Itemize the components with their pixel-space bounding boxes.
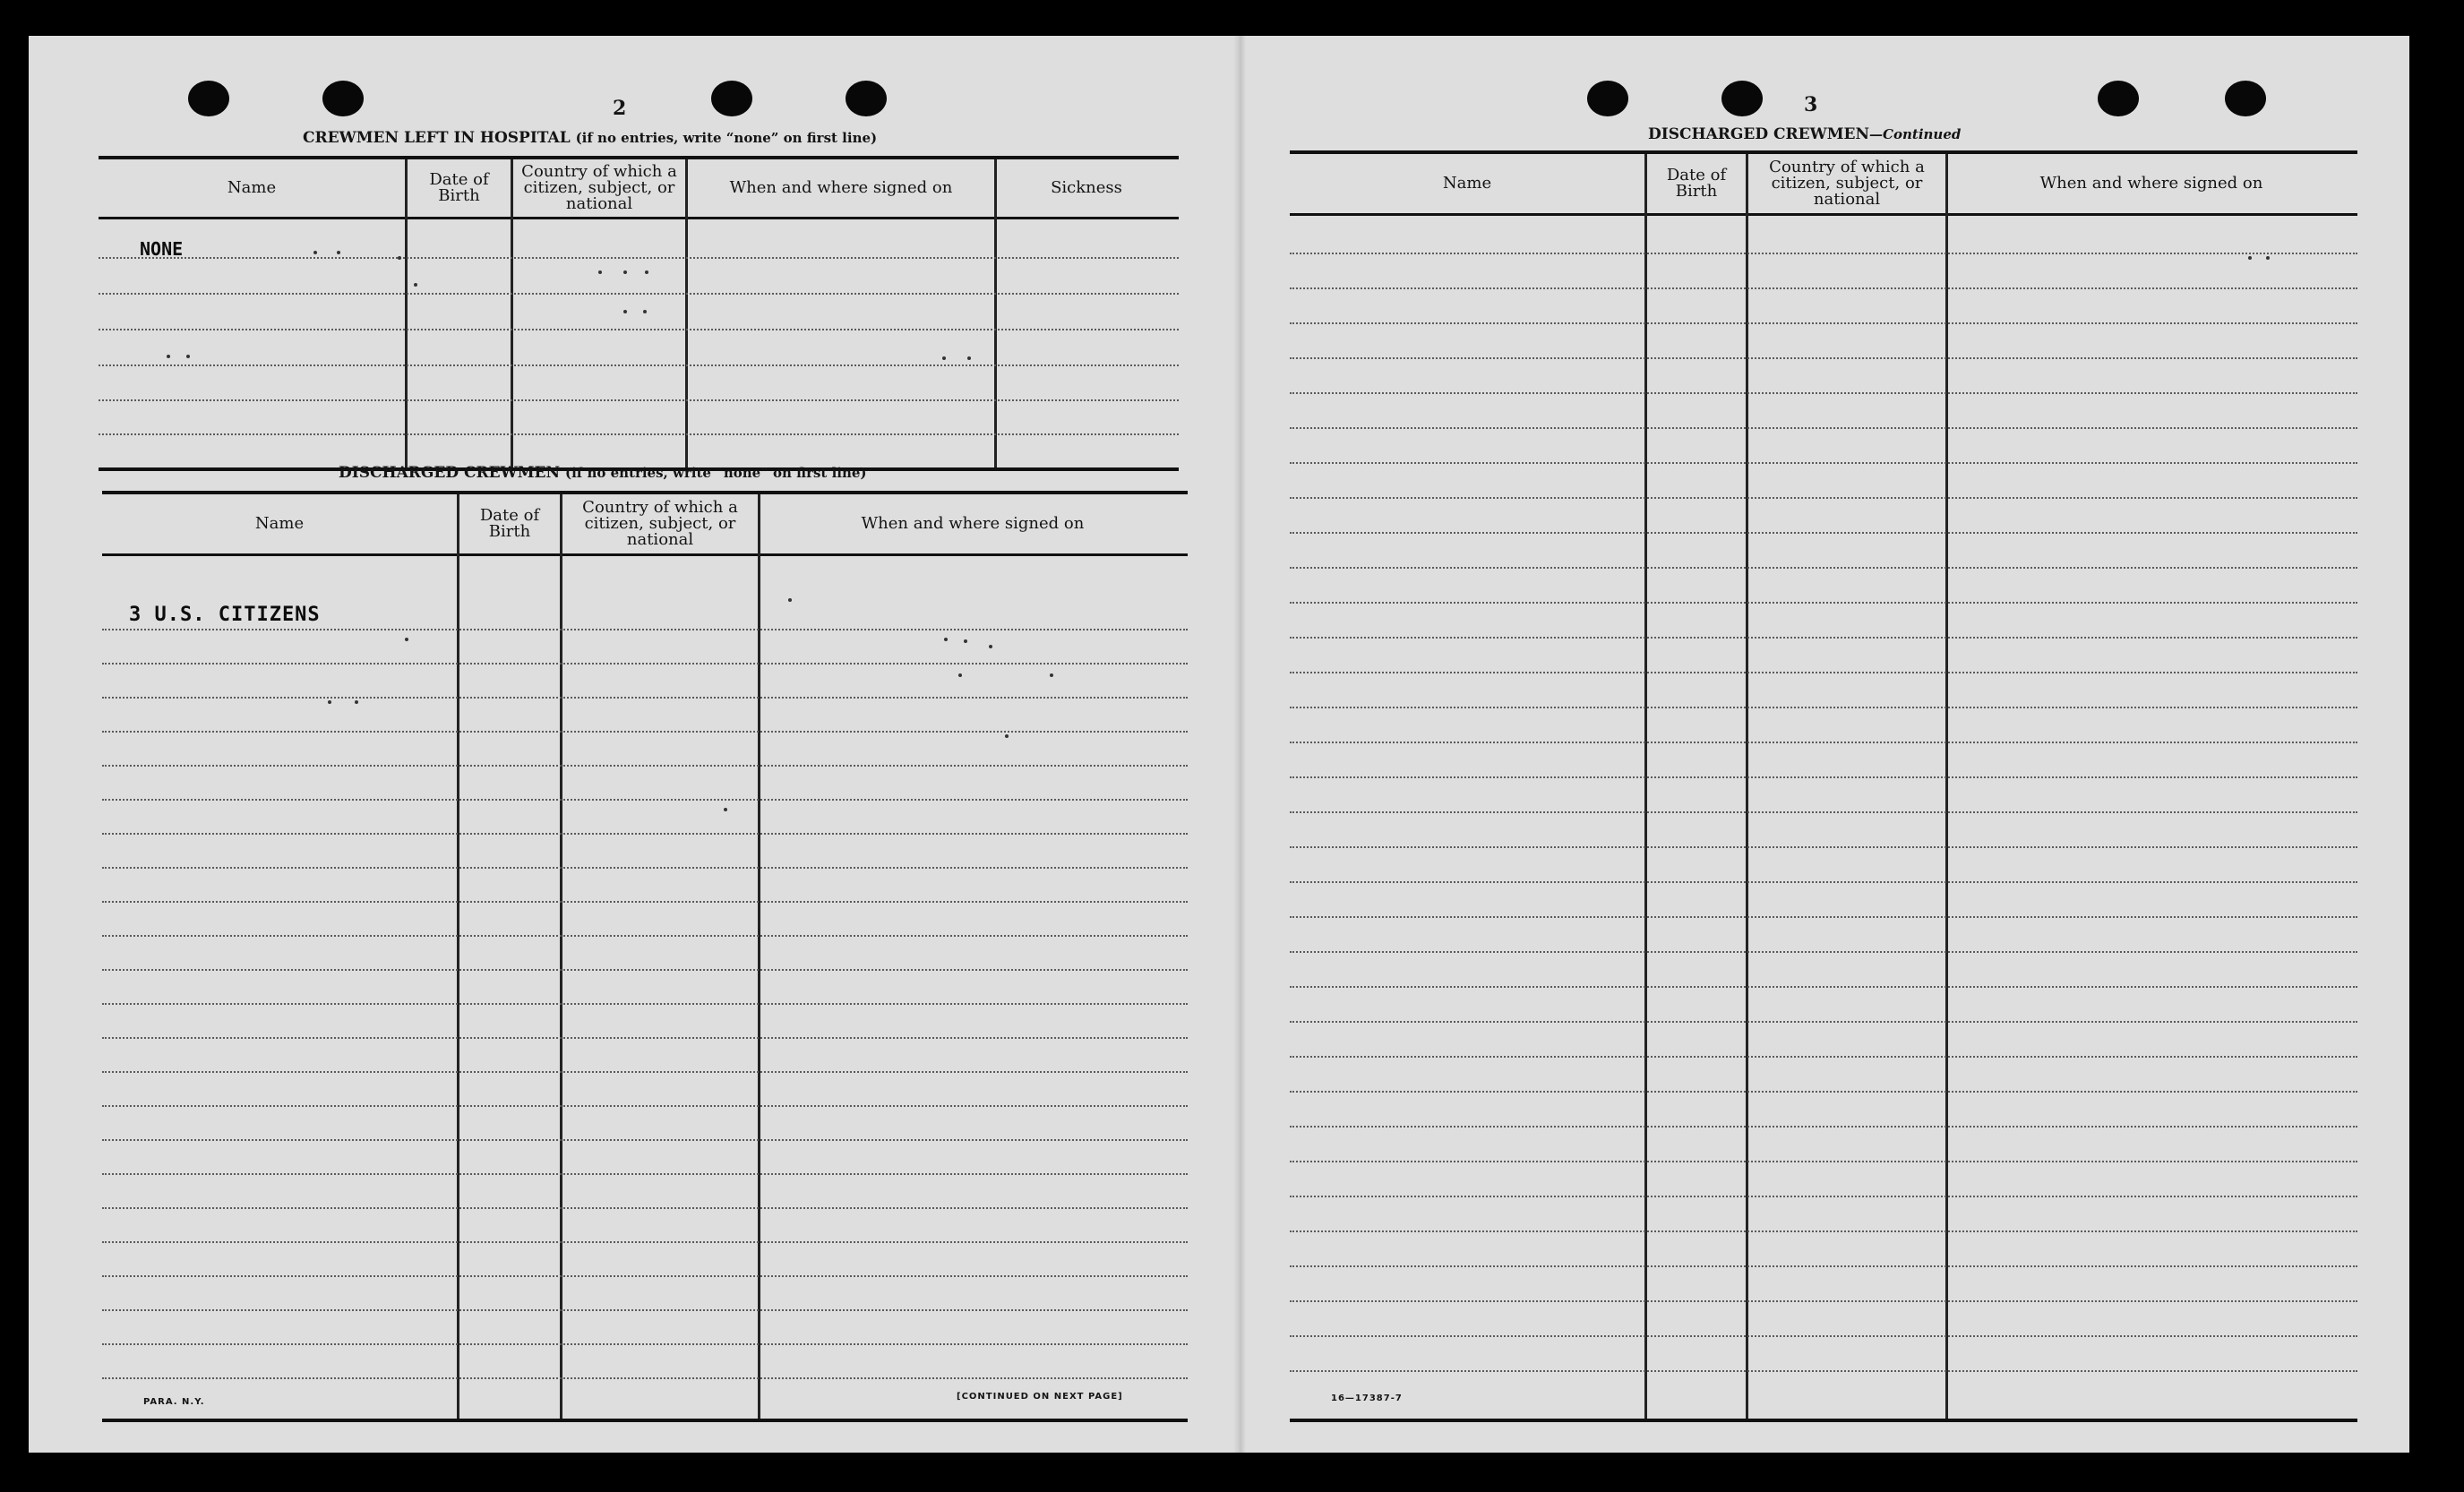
scan-speck (645, 270, 648, 274)
discharged-table (102, 491, 1188, 1422)
continued-header-name: Name (1442, 174, 1492, 193)
hospital-header-dob: Date of Birth (429, 170, 489, 205)
scan-speck (2248, 256, 2252, 260)
footer-form-number: 16—17387-7 (1331, 1393, 1403, 1403)
hospital-header-signed: When and where signed on (729, 178, 953, 197)
punch-hole (188, 81, 229, 116)
punch-hole (322, 81, 364, 116)
hospital-header-country: Country of which a citizen, subject, or national (521, 162, 677, 213)
scan-speck (967, 356, 971, 360)
scan-speck (405, 638, 408, 641)
scan-speck (1050, 673, 1053, 677)
hospital-table (99, 156, 1179, 471)
document-paper (29, 36, 2409, 1453)
continued-header-signed: When and where signed on (2039, 174, 2263, 193)
scan-speck (2266, 256, 2270, 260)
scan-speck (414, 283, 417, 287)
hospital-entry-1: NONE (140, 238, 184, 260)
discharged-section-caption (339, 464, 867, 482)
scan-speck (337, 251, 340, 254)
page-number-right: 3 (1804, 93, 1818, 116)
discharged-header-signed: When and where signed on (861, 514, 1085, 533)
continued-table (1290, 150, 2357, 1422)
hospital-section-caption (303, 129, 877, 147)
continued-header-dob: Date of Birth (1666, 166, 1727, 201)
scan-speck (398, 256, 401, 260)
continued-section-title: DISCHARGED CREWMEN (1648, 125, 1870, 143)
footer-printer: PARA. N.Y. (143, 1397, 205, 1407)
scan-speck (1005, 734, 1009, 738)
scan-speck (958, 673, 962, 677)
scan-speck (623, 270, 627, 274)
discharged-header-name: Name (254, 514, 305, 533)
scan-speck (643, 310, 647, 313)
hospital-section-note: (if no entries, write “none” on first line) (575, 130, 878, 146)
hospital-header-name: Name (227, 178, 277, 197)
page-number-left: 2 (613, 97, 627, 120)
scan-speck (942, 356, 946, 360)
continued-header-country: Country of which a citizen, subject, or national (1769, 158, 1925, 209)
scan-speck (623, 310, 627, 313)
scan-speck (724, 808, 727, 811)
scan-speck (989, 645, 992, 648)
discharged-header-country: Country of which a citizen, subject, or national (582, 498, 738, 549)
scan-speck (944, 638, 948, 641)
hospital-section-title: CREWMEN LEFT IN HOSPITAL (303, 129, 571, 147)
discharged-section-note: (if no entries, write “none” on first line) (564, 465, 867, 481)
scan-speck (313, 251, 317, 254)
discharged-section-title: DISCHARGED CREWMEN (339, 464, 561, 482)
scan-speck (328, 700, 331, 704)
page-fold (1233, 36, 1246, 1453)
scan-speck (355, 700, 358, 704)
punch-hole (1587, 81, 1628, 116)
continued-section-caption (1648, 125, 1961, 143)
punch-hole (2098, 81, 2139, 116)
punch-hole (711, 81, 752, 116)
scan-speck (167, 355, 170, 358)
punch-hole (2225, 81, 2266, 116)
hospital-header-sickness: Sickness (1051, 178, 1122, 197)
continued-section-subtitle: —Continued (1869, 126, 1962, 142)
scan-speck (598, 270, 602, 274)
footer-continued: [CONTINUED ON NEXT PAGE] (957, 1392, 1123, 1402)
scan-speck (788, 598, 792, 602)
punch-hole (846, 81, 887, 116)
discharged-header-dob: Date of Birth (479, 506, 540, 541)
scan-speck (186, 355, 190, 358)
discharged-entry-1: 3 U.S. CITIZENS (129, 604, 321, 626)
scan-speck (964, 639, 967, 643)
punch-hole (1721, 81, 1763, 116)
